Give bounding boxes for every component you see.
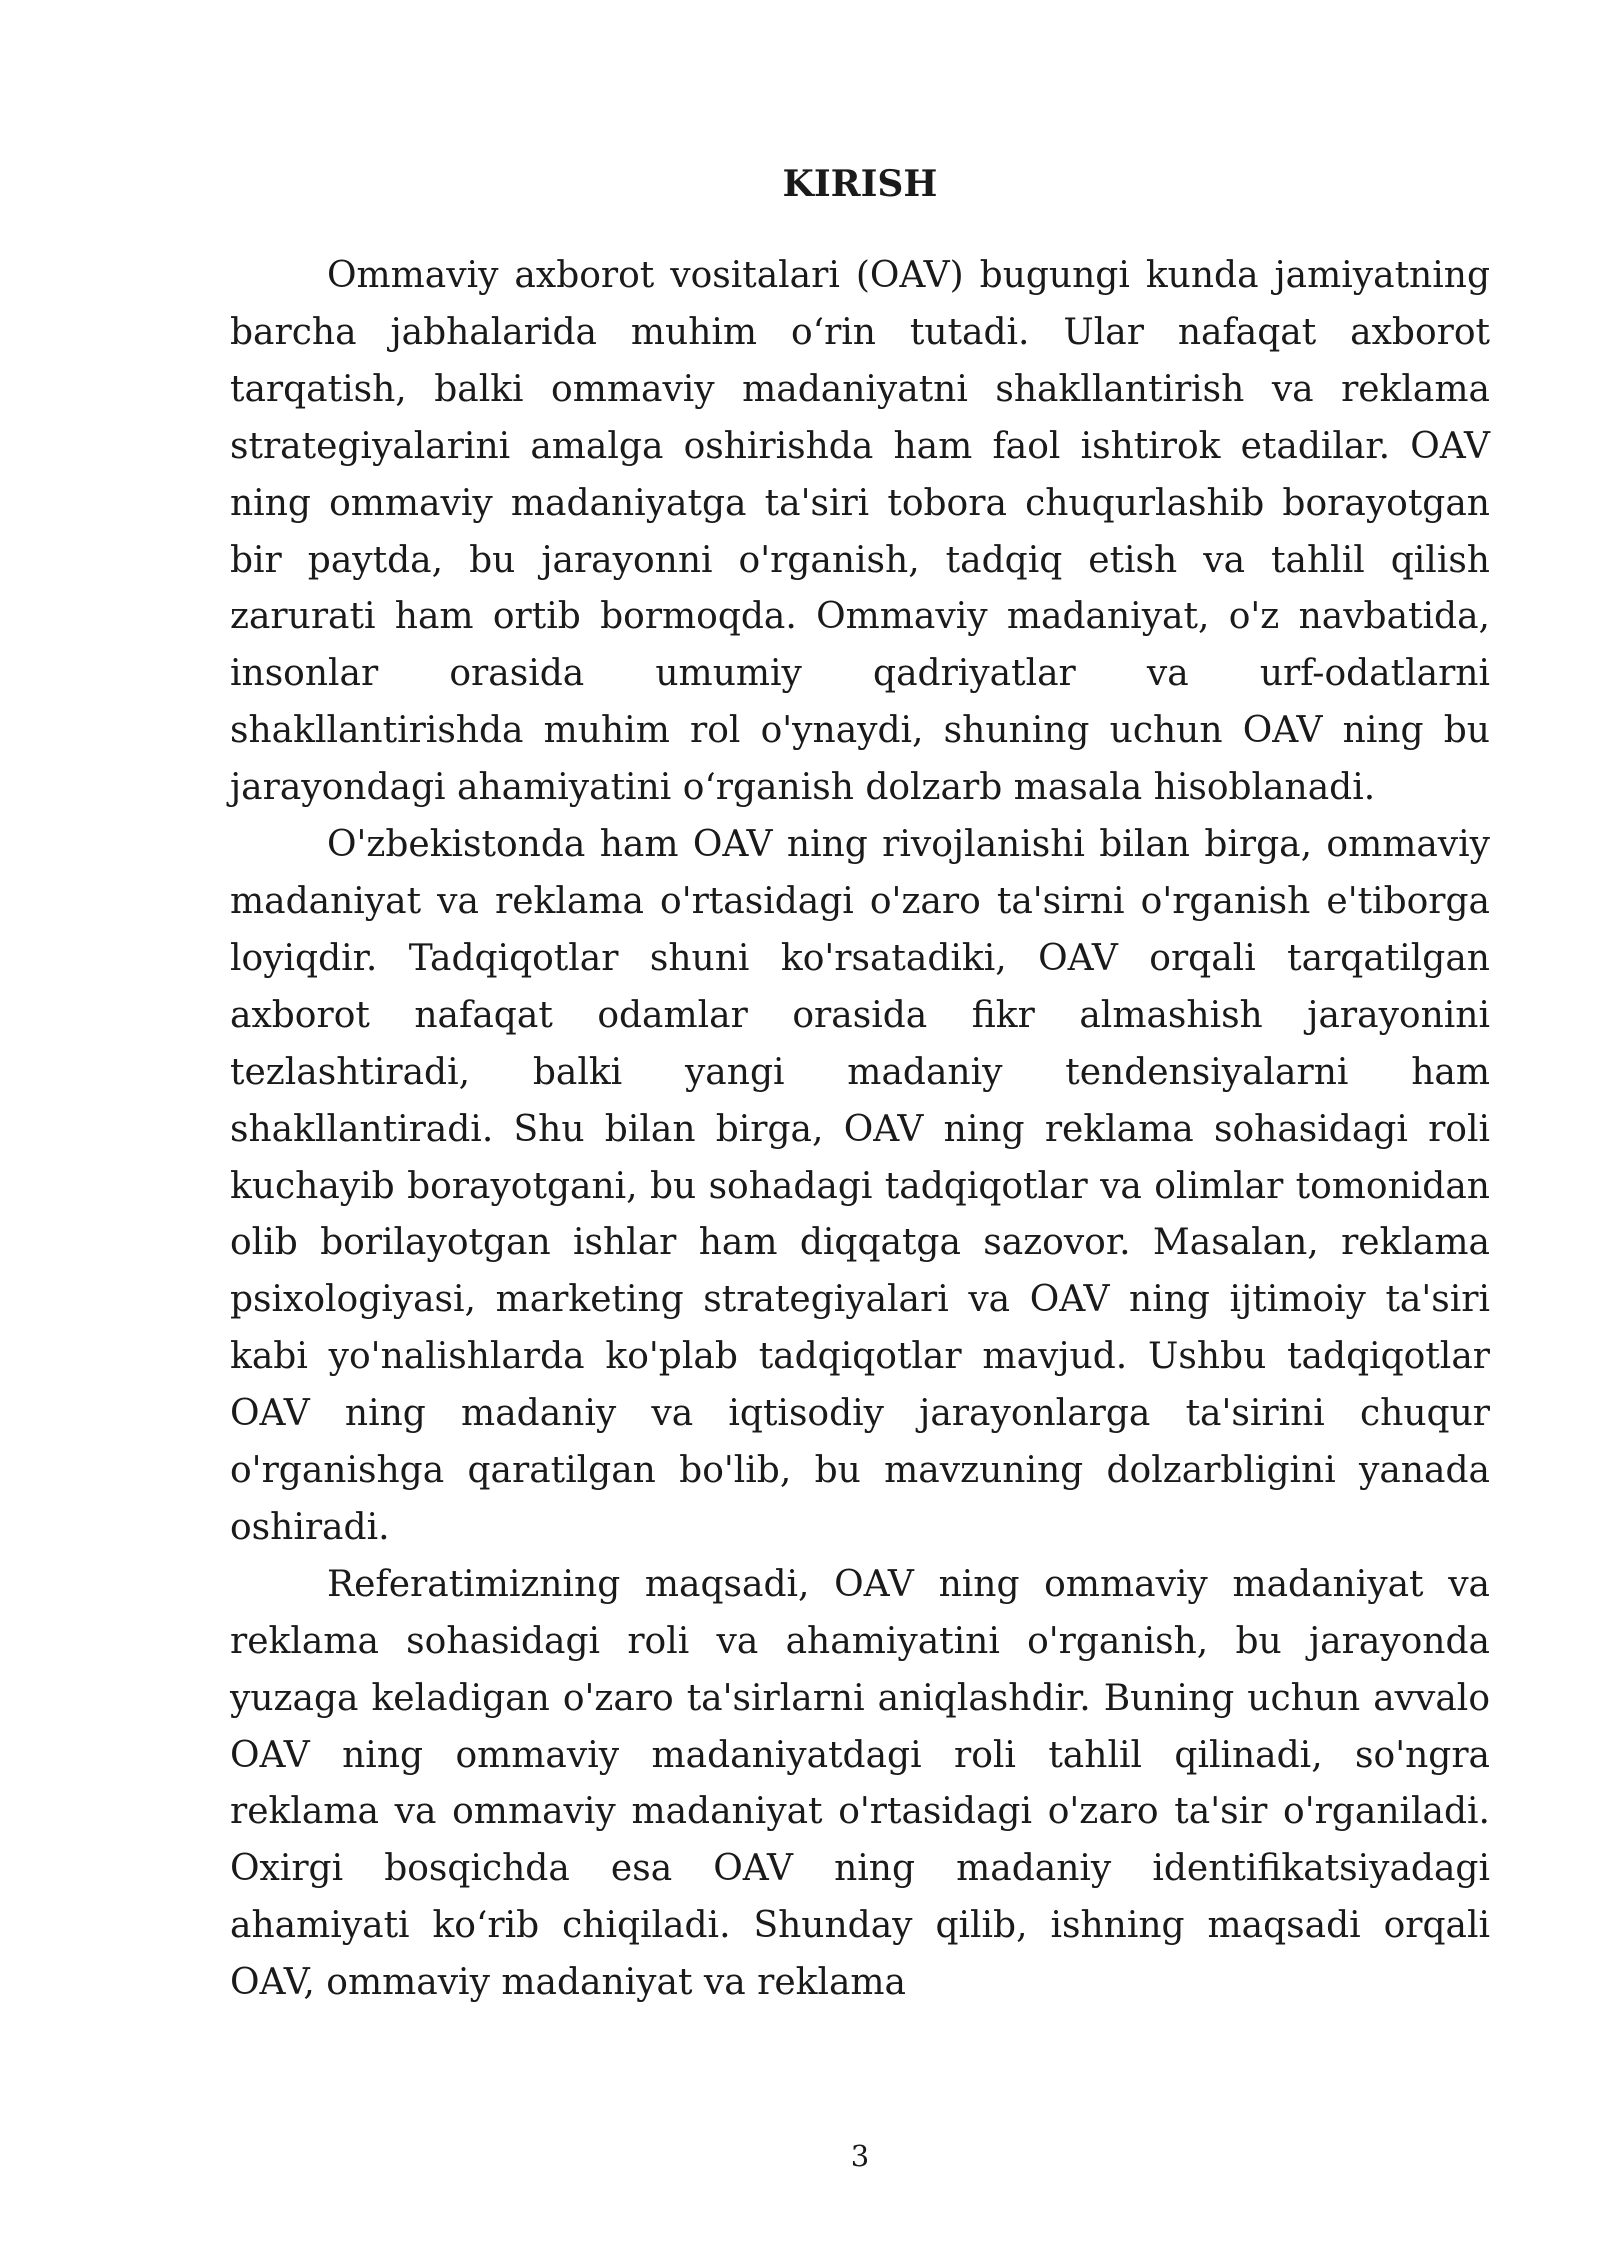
paragraph-2: O'zbekistonda ham OAV ning rivojlanishi bilan birga, ommaviy madaniyat va reklama o'rtasidagi o'zaro ta'sirni o'rganish e'tiborga loyiqdir. Tadqiqotlar shuni ko'rsatadiki, OAV orqali tarqatilgan axborot nafaqat odamlar orasida fikr almashish jarayonini tezlashtiradi, balki yangi madaniy tendensiyalarni ham shakllantiradi. Shu bilan birga, OAV ning reklama sohasidagi roli kuchayib borayotgani, bu sohadagi tadqiqotlar va olimlar tomonidan olib borilayotgan ishlar ham diqqatga sazovor. Masalan, reklama psixologiyasi, marketing strategiyalari va OAV ning ijtimoiy ta'siri kabi yo'nalishlarda ko'plab tadqiqotlar mavjud. Ushbu tadqiqotlar OAV ning madaniy va iqtisodiy jarayonlarga ta'sirini chuqur o'rganishga qaratilgan bo'lib, bu mavzuning dolzarbligini yanada oshiradi. xyxy=(230,824,1490,1548)
page-number: 3 xyxy=(850,2139,870,2173)
paragraph-1: Ommaviy axborot vositalari (OAV) bugungi kunda jamiyatning barcha jabhalarida muhim o‘rin tutadi. Ular nafaqat axborot tarqatish, balki ommaviy madaniyatni shakllantirish va reklama strategiyalarini amalga oshirishda ham faol ishtirok etadilar. OAV ning ommaviy madaniyatga ta'siri tobora chuqurlashib borayotgan bir paytda, bu jarayonni o'rganish, tadqiq etish va tahlil qilish zarurati ham ortib bormoqda. Ommaviy madaniyat, o'z navbatida, insonlar orasida umumiy qadriyatlar va urf-odatlarni shakllantirishda muhim rol o'ynaydi, shuning uchun OAV ning bu jarayondagi ahamiyatini o‘rganish dolzarb masala hisoblanadi. xyxy=(230,255,1490,809)
body-text xyxy=(230,248,1490,2012)
paragraph-3: Referatimizning maqsadi, OAV ning ommaviy madaniyat va reklama sohasidagi roli va ahamiyatini o'rganish, bu jarayonda yuzaga keladigan o'zaro ta'sirlarni aniqlashdir. Buning uchun avvalo OAV ning ommaviy madaniyatdagi roli tahlil qilinadi, so'ngra reklama va ommaviy madaniyat o'rtasidagi o'zaro ta'sir o'rganiladi. Oxirgi bosqichda esa OAV ning madaniy identifikatsiyadagi ahamiyati ko‘rib chiqiladi. Shunday qilib, ishning maqsadi orqali OAV, ommaviy madaniyat va reklama xyxy=(230,1563,1490,2004)
page-heading: KIRISH xyxy=(782,163,938,205)
